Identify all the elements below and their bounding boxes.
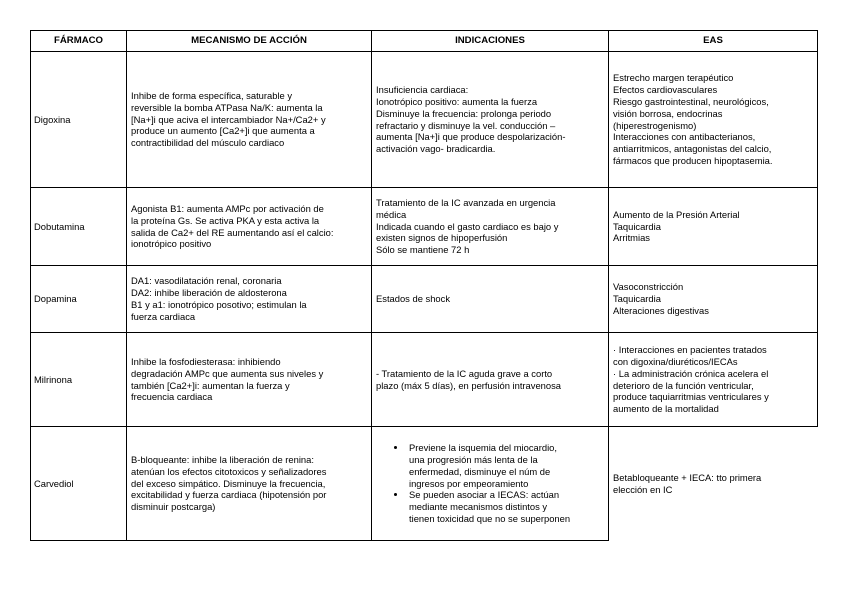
mechanism-cell: DA1: vasodilatación renal, coronaria DA2: inhibe liberación de aldosterona B1 y a1: ionotrópico posotivo; estimulan la fuerza cardiaca [127, 266, 372, 333]
header-row [31, 31, 818, 52]
drug-name: Digoxina [31, 52, 127, 188]
drug-name: Dobutamina [31, 188, 127, 266]
indications-cell: Estados de shock [372, 266, 609, 333]
header-indicaciones: INDICACIONES [372, 31, 609, 52]
header-mecanismo: MECANISMO DE ACCIÓN [127, 31, 372, 52]
list-item: • Previene la isquemia del miocardio, una progresión más lenta de la enfermedad, disminuye el núm de ingresos por empeoramiento [407, 442, 604, 490]
header-eas: EAS [609, 31, 818, 52]
eas-cell: Betabloqueante + IECA: tto primera elección en IC [609, 427, 818, 541]
indications-cell: Tratamiento de la IC avanzada en urgencia médica Indicada cuando el gasto cardiaco es bajo y existen signos de hipoperfusión Sólo se mantiene 72 h [372, 188, 609, 266]
header-farmaco: FÁRMACO [31, 31, 127, 52]
drug-name: Milrinona [31, 333, 127, 427]
table-row-carvediol [31, 427, 818, 541]
eas-cell: Vasoconstricción Taquicardia Alteraciones digestivas [609, 266, 818, 333]
drug-name: Carvediol [31, 427, 127, 541]
indications-cell [372, 427, 609, 541]
mechanism-cell: B-bloqueante: inhibe la liberación de renina: atenúan los efectos citotoxicos y señalizadores del exceso simpático. Disminuye la frecuencia, excitabilidad y fuerza cardiaca (hipotensión por disminuir postcarga) [127, 427, 372, 541]
indications-bullet-list [376, 442, 604, 526]
table-row-milrinona [31, 333, 818, 427]
drug-table [30, 30, 818, 541]
table-row-dopamina [31, 266, 818, 333]
list-item: • Se pueden asociar a IECAS: actúan mediante mecanismos distintos y tienen toxicidad que no se superponen [407, 489, 604, 525]
eas-cell: Aumento de la Presión Arterial Taquicardia Arritmias [609, 188, 818, 266]
drug-name: Dopamina [31, 266, 127, 333]
table-row-dobutamina [31, 188, 818, 266]
indications-cell: Insuficiencia cardiaca: Ionotrópico positivo: aumenta la fuerza Disminuye la frecuencia: prolonga periodo refractario y disminuye la vel. conducción – aumenta [Na+]i que produce despolarización- activación vago- bradicardia. [372, 52, 609, 188]
table-row-digoxina [31, 52, 818, 188]
mechanism-cell: Inhibe de forma específica, saturable y reversible la bomba ATPasa Na/K: aumenta la [Na+]i que aciva el intercambiador Na+/Ca2+ y produce un aumento [Ca2+]i que aumenta a contractibilidad del músculo cardiaco [127, 52, 372, 188]
indications-cell: - Tratamiento de la IC aguda grave a corto plazo (máx 5 días), en perfusión intravenosa [372, 333, 609, 427]
eas-cell: Estrecho margen terapéutico Efectos cardiovasculares Riesgo gastrointestinal, neurológicos, visión borrosa, endocrinas (hiperestrogenismo) Interacciones con antibacterianos, antiarritmicos, antagonistas del calcio, fármacos que producen hipoptasemia. [609, 52, 818, 188]
eas-cell: · Interacciones en pacientes tratados con digoxina/diuréticos/IECAs · La administración crónica acelera el deterioro de la función ventricular, produce taquiarritmias ventriculares y aumento de la mortalidad [609, 333, 818, 427]
mechanism-cell: Agonista B1: aumenta AMPc por activación de la proteína Gs. Se activa PKA y esta activa la salida de Ca2+ del RE aumentando así el calcio: ionotrópico positivo [127, 188, 372, 266]
mechanism-cell: Inhibe la fosfodiesterasa: inhibiendo degradación AMPc que aumenta sus niveles y también [Ca2+]i: aumentan la fuerza y frecuencia cardiaca [127, 333, 372, 427]
